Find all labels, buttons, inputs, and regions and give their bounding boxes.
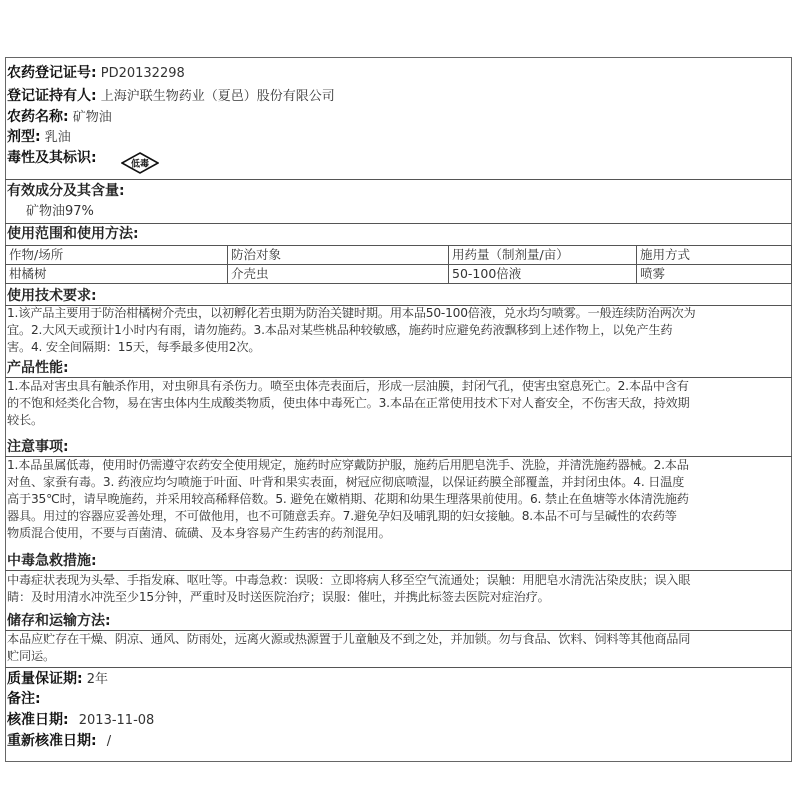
- paragraph-line: 高于35℃时，请早晚施药，并采用较高稀释倍数。5. 避免在嫩梢期、花期和幼果生理落果前使用。6. 禁止在鱼塘等水体清洗施药: [7, 492, 689, 506]
- paragraph-line: 1.该产品主要用于防治柑橘树介壳虫，以初孵化若虫期为防治关键时期。用本品50-100倍液，兑水均匀喷雾。一般连续防治两次为: [7, 306, 696, 320]
- name-value: 矿物油: [72, 110, 112, 125]
- reapproval-date-value: /: [106, 734, 112, 749]
- storage-label: 储存和运输方法:: [7, 613, 111, 629]
- paragraph-line: 本品应贮存在干燥、阴凉、通风、防雨处，远离火源或热源置于儿童触及不到之处，并加锁。勿与食品、饮料、饲料等其他商品同: [7, 632, 691, 646]
- reg-no-row: [7, 64, 185, 83]
- ingredient-value: [26, 203, 94, 221]
- table-cell: 50-100倍液: [449, 265, 637, 284]
- tech-paragraph: [7, 305, 789, 356]
- firstaid-label: 中毒急救措施:: [7, 553, 97, 569]
- reg-no-label: 农药登记证号:: [7, 65, 97, 81]
- shelf-life-label: 质量保证期:: [7, 671, 83, 687]
- table-header-row: [6, 246, 792, 265]
- paragraph-line: 贮同运。: [7, 649, 55, 663]
- paragraph-line: 器具。用过的容器应妥善处理，不可做他用，也不可随意丢弃。7.避免孕妇及哺乳期的妇女接触。8.本品不可与呈碱性的农药等: [7, 509, 677, 523]
- divider: [5, 179, 792, 180]
- name-label: 农药名称:: [7, 109, 69, 125]
- shelf-life-row: [7, 670, 108, 689]
- toxicity-label: 毒性及其标识:: [7, 150, 97, 166]
- holder-label: 登记证持有人:: [7, 88, 97, 104]
- name-row: [7, 108, 112, 127]
- reapproval-date-label: 重新核准日期:: [7, 733, 97, 749]
- ingredient-text: 矿物油97%: [26, 204, 94, 219]
- badge-text: 低毒: [130, 159, 150, 170]
- remarks-row: [7, 690, 41, 709]
- form-label: 剂型:: [7, 129, 41, 145]
- toxicity-row: [7, 149, 97, 168]
- reg-no-value: PD20132298: [100, 66, 185, 81]
- table-cell: 喷雾: [637, 265, 792, 284]
- performance-label: 产品性能:: [7, 360, 69, 376]
- shelf-life-value: 2年: [86, 672, 109, 687]
- approval-date-label: 核准日期:: [7, 712, 69, 728]
- table-header-cell: 施用方式: [637, 246, 792, 265]
- table-header-cell: 防治对象: [228, 246, 449, 265]
- divider: [5, 570, 792, 571]
- form-value: 乳油: [44, 130, 71, 145]
- holder-row: [7, 87, 335, 106]
- paragraph-line: 害。4. 安全间隔期：15天，每季最多使用2次。: [7, 340, 261, 354]
- low-toxicity-badge: [121, 152, 159, 174]
- paragraph-line: 对鱼、家蚕有毒。3. 药液应均匀喷施于叶面、叶背和果实表面，树冠应彻底喷湿，以保证药膜全部覆盖，并封闭虫体。4. 日温度: [7, 475, 685, 489]
- approval-date-row: [7, 711, 154, 730]
- notes-label: 注意事项:: [7, 439, 69, 455]
- form-row: [7, 128, 71, 147]
- table-header-cell: 用药量（制剂量/亩）: [449, 246, 637, 265]
- tech-label: 使用技术要求:: [7, 288, 97, 304]
- remarks-label: 备注:: [7, 691, 41, 707]
- firstaid-paragraph: [7, 572, 789, 606]
- paragraph-line: 较长。: [7, 413, 43, 427]
- paragraph-line: 的不饱和烃类化合物，易在害虫体内生成酸类物质，使虫体中毒死亡。3.本品在正常使用技术下对人畜安全，不伤害天敌，持效期: [7, 396, 690, 410]
- paragraph-line: 睛：及时用清水冲洗至少15分钟，严重时及时送医院治疗；误服：催吐，并携此标签去医院对症治疗。: [7, 590, 550, 604]
- holder-value: 上海沪联生物药业（夏邑）股份有限公司: [100, 89, 335, 104]
- paragraph-line: 中毒症状表现为头晕、手指发麻、呕吐等。中毒急救：误吸：立即将病人移至空气流通处；误触：用肥皂水清洗沾染皮肤；误入眼: [7, 573, 691, 587]
- table-header-cell: 作物/场所: [6, 246, 228, 265]
- divider: [5, 223, 792, 224]
- table-cell: 柑橘树: [6, 265, 228, 284]
- divider: [5, 667, 792, 668]
- notes-paragraph: [7, 457, 789, 542]
- storage-paragraph: [7, 631, 789, 665]
- paragraph-line: 宜。2.大风天或预计1小时内有雨，请勿施药。3.本品对某些桃品种较敏感，施药时应避免药液飘移到上述作物上，以免产生药: [7, 323, 673, 337]
- usage-table: [5, 245, 792, 284]
- table-cell: 介壳虫: [228, 265, 449, 284]
- usage-scope-label: 使用范围和使用方法:: [7, 226, 139, 242]
- paragraph-line: 物质混合使用，不要与百菌清、硫磺、及本身容易产生药害的药剂混用。: [7, 526, 391, 540]
- table-row: [6, 265, 792, 284]
- ingredient-label: 有效成分及其含量:: [7, 183, 125, 199]
- reapproval-date-row: [7, 732, 111, 751]
- paragraph-line: 1.本品虽属低毒，使用时仍需遵守农药安全使用规定，施药时应穿戴防护服，施药后用肥皂洗手、洗脸，并清洗施药器械。2.本品: [7, 458, 689, 472]
- paragraph-line: 1.本品对害虫具有触杀作用，对虫卵具有杀伤力。喷至虫体壳表面后，形成一层油膜，封闭气孔，使害虫窒息死亡。2.本品中含有: [7, 379, 689, 393]
- performance-paragraph: [7, 378, 789, 429]
- approval-date-value: 2013-11-08: [78, 713, 155, 728]
